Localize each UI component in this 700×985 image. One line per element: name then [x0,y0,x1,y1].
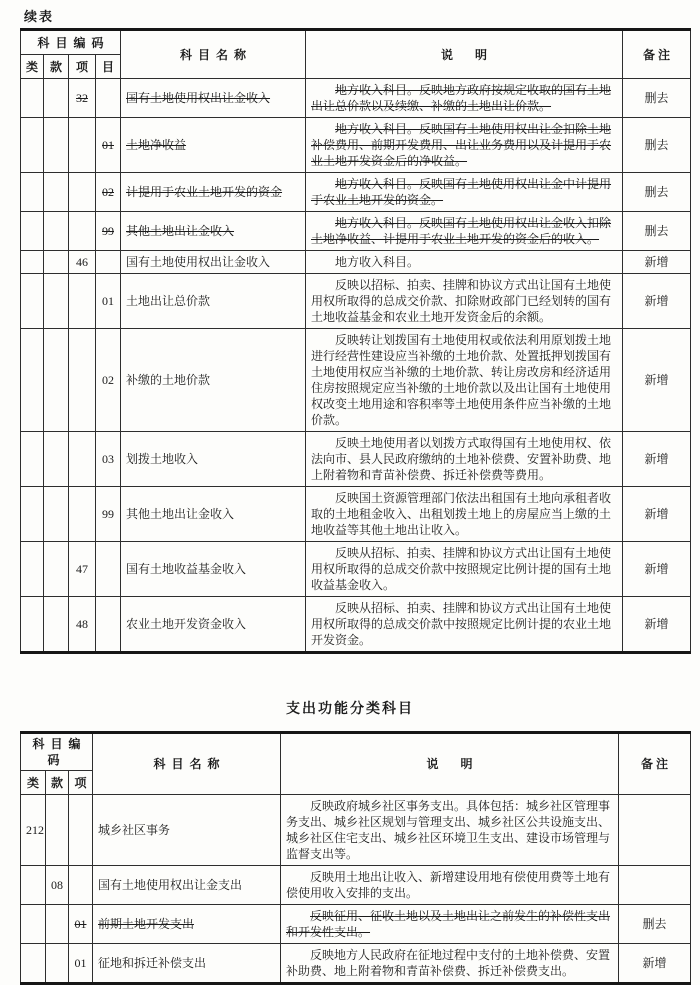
cell-subject-name: 国有土地使用权出让金收入 [121,251,306,274]
cell-subitem-code [96,542,121,597]
cell-category-code [21,487,44,542]
cell-description: 反映国土资源管理部门依法出租国有土地向承租者收取的土地租金收入、出租划拨土地上的房屋应当上缴的土地收益等其他土地出让收入。 [306,487,623,542]
cell-remark: 新增 [623,274,691,329]
cell-subitem-code: 02 [96,173,121,212]
table-row [21,274,691,329]
cell-subitem-code [96,597,121,653]
cell-description: 反映从招标、拍卖、挂牌和协议方式出让国有土地使用权所取得的总成交价款中按照规定比例计提的农业土地开发资金。 [306,597,623,653]
cell-item-code [69,118,96,173]
cell-description: 反映地方人民政府在征地过程中支付的土地补偿费、安置补助费、地上附着物和青苗补偿费、拆迁补偿费支出。 [281,944,619,984]
cell-category-code [21,212,44,251]
header-description: 说明 [306,30,623,79]
header-subject-name: 科目名称 [93,733,281,795]
cell-item-code: 32 [69,79,96,118]
cell-category-code [21,944,46,984]
cell-class-code [44,274,69,329]
cell-category-code [21,542,44,597]
cell-category-code [21,866,46,905]
cell-subitem-code [96,251,121,274]
cell-class-code [44,487,69,542]
cell-remark: 删去 [623,118,691,173]
cell-subitem-code [96,79,121,118]
cell-remark: 新增 [623,251,691,274]
cell-remark: 删去 [623,173,691,212]
cell-item-code [69,795,93,866]
cell-subject-name: 国有土地使用权出让金收入 [121,79,306,118]
expenditure-section-title: 支出功能分类科目 [286,702,414,717]
cell-class-code [44,79,69,118]
table-row [21,542,691,597]
cell-subject-name: 国有土地使用权出让金支出 [93,866,281,905]
cell-remark: 新增 [623,432,691,487]
cell-description: 地方收入科目。 [306,251,623,274]
cell-remark: 删去 [623,79,691,118]
cell-category-code [21,79,44,118]
cell-subitem-code: 01 [96,274,121,329]
table-row [21,597,691,653]
cell-class-code [44,173,69,212]
cell-category-code [21,432,44,487]
cell-subject-name: 农业土地开发资金收入 [121,597,306,653]
cell-item-code [69,866,93,905]
header-description: 说明 [281,733,619,795]
header-remark: 备注 [623,30,691,79]
cell-subitem-code: 02 [96,329,121,432]
header-code-item: 项 [69,55,96,79]
cell-class-code [44,542,69,597]
table-row [21,173,691,212]
cell-item-code [69,432,96,487]
table-row [21,329,691,432]
cell-description: 反映土地使用者以划拨方式取得国有土地使用权、依法向市、县人民政府缴纳的土地补偿费、安置补助费、地上附着物和青苗补偿费、拆迁补偿费等费用。 [306,432,623,487]
income-subjects-table [20,28,691,654]
cell-description: 地方收入科目。反映国有土地使用权出让金中计提用于农业土地开发的资金。 [306,173,623,212]
cell-item-code: 48 [69,597,96,653]
cell-description: 反映转让划拨国有土地使用权或依法利用原划拨土地进行经营性建设应当补缴的土地价款、处置抵押划拨国有土地使用权应当补缴的土地价款、转让房改房和经济适用住房按照规定应当补缴的土地价款以及出让国有土地使用权改变土地用途和容积率等土地使用条件应当补缴的土地价款。 [306,329,623,432]
cell-description: 地方收入科目。反映国有土地使用权出让金扣除土地补偿费用、前期开发费用、出让业务费用以及计提用于农业土地开发资金后的净收益。 [306,118,623,173]
cell-subject-name: 前期土地开发支出 [93,905,281,944]
cell-item-code: 01 [69,944,93,984]
cell-description: 反映从招标、拍卖、挂牌和协议方式出让国有土地使用权所取得的总成交价款中按照规定比例计提的国有土地收益基金收入。 [306,542,623,597]
cell-description: 反映政府城乡社区事务支出。具体包括：城乡社区管理事务支出、城乡社区规划与管理支出、城乡社区公共设施支出、城乡社区住宅支出、城乡社区环境卫生支出、建设市场管理与监督支出等。 [281,795,619,866]
table-row [21,487,691,542]
header-subject-code: 科目编码 [21,733,93,771]
cell-class-code: 08 [46,866,69,905]
cell-description: 反映用土地出让收入、新增建设用地有偿使用费等土地有偿使用收入安排的支出。 [281,866,619,905]
cell-class-code [46,905,69,944]
cell-category-code [21,274,44,329]
cell-class-code [44,212,69,251]
cell-remark: 新增 [623,597,691,653]
cell-category-code [21,118,44,173]
cell-category-code [21,329,44,432]
cell-remark: 新增 [619,944,691,984]
cell-subject-name: 土地出让总价款 [121,274,306,329]
cell-subitem-code: 99 [96,487,121,542]
header-code-category: 类 [21,55,44,79]
cell-class-code [44,329,69,432]
cell-remark: 删去 [619,905,691,944]
header-code-subitem: 目 [96,55,121,79]
table-row [21,795,691,866]
cell-item-code [69,487,96,542]
cell-class-code [44,432,69,487]
header-code-item: 项 [69,771,93,795]
cell-item-code [69,329,96,432]
cell-class-code [44,597,69,653]
cell-class-code [44,251,69,274]
cell-description: 地方收入科目。反映地方政府按规定收取的国有土地出让总价款以及续缴、补缴的土地出让价款。 [306,79,623,118]
cell-subject-name: 国有土地收益基金收入 [121,542,306,597]
header-subject-name: 科目名称 [121,30,306,79]
cell-subject-name: 土地净收益 [121,118,306,173]
cell-category-code [21,905,46,944]
table-row [21,866,691,905]
cell-remark [619,866,691,905]
cell-subject-name: 其他土地出让金收入 [121,487,306,542]
header-remark: 备注 [619,733,691,795]
expenditure-table-header [21,733,691,795]
cell-item-code [69,212,96,251]
cell-description: 反映征用、征收土地以及土地出让之前发生的补偿性支出和开发性支出。 [281,905,619,944]
continued-table-label: 续表 [24,9,55,24]
header-subject-code: 科目编码 [21,30,121,55]
cell-remark: 删去 [623,212,691,251]
header-code-class: 款 [44,55,69,79]
cell-subject-name: 补缴的土地价款 [121,329,306,432]
cell-remark: 新增 [623,329,691,432]
expenditure-subjects-table [20,731,691,985]
cell-class-code [46,944,69,984]
cell-description: 反映以招标、拍卖、挂牌和协议方式出让国有土地使用权所取得的总成交价款、扣除财政部门已经划转的国有土地收益基金和农业土地开发资金后的余额。 [306,274,623,329]
cell-category-code [21,173,44,212]
cell-subject-name: 计提用于农业土地开发的资金 [121,173,306,212]
table-row [21,944,691,984]
table-row [21,212,691,251]
table-row [21,251,691,274]
cell-description: 地方收入科目。反映国有土地使用权出让金收入扣除土地净收益、计提用于农业土地开发的资金后的收入。 [306,212,623,251]
cell-subject-name: 城乡社区事务 [93,795,281,866]
cell-category-code [21,597,44,653]
table-row [21,905,691,944]
cell-class-code [44,118,69,173]
cell-subject-name: 征地和拆迁补偿支出 [93,944,281,984]
cell-subitem-code: 01 [96,118,121,173]
cell-class-code [46,795,69,866]
cell-category-code [21,251,44,274]
cell-remark: 新增 [623,542,691,597]
cell-category-code: 212 [21,795,46,866]
header-code-class: 款 [46,771,69,795]
table-row [21,432,691,487]
table-row [21,79,691,118]
income-table-header [21,30,691,79]
cell-subitem-code: 03 [96,432,121,487]
cell-item-code: 46 [69,251,96,274]
cell-remark [619,795,691,866]
cell-item-code: 01 [69,905,93,944]
cell-subject-name: 其他土地出让金收入 [121,212,306,251]
cell-remark: 新增 [623,487,691,542]
cell-item-code [69,173,96,212]
cell-item-code: 47 [69,542,96,597]
header-code-category: 类 [21,771,46,795]
income-table-body [21,79,691,653]
cell-subitem-code: 99 [96,212,121,251]
table-row [21,118,691,173]
expenditure-table-body [21,795,691,984]
cell-subject-name: 划拨土地收入 [121,432,306,487]
cell-item-code [69,274,96,329]
